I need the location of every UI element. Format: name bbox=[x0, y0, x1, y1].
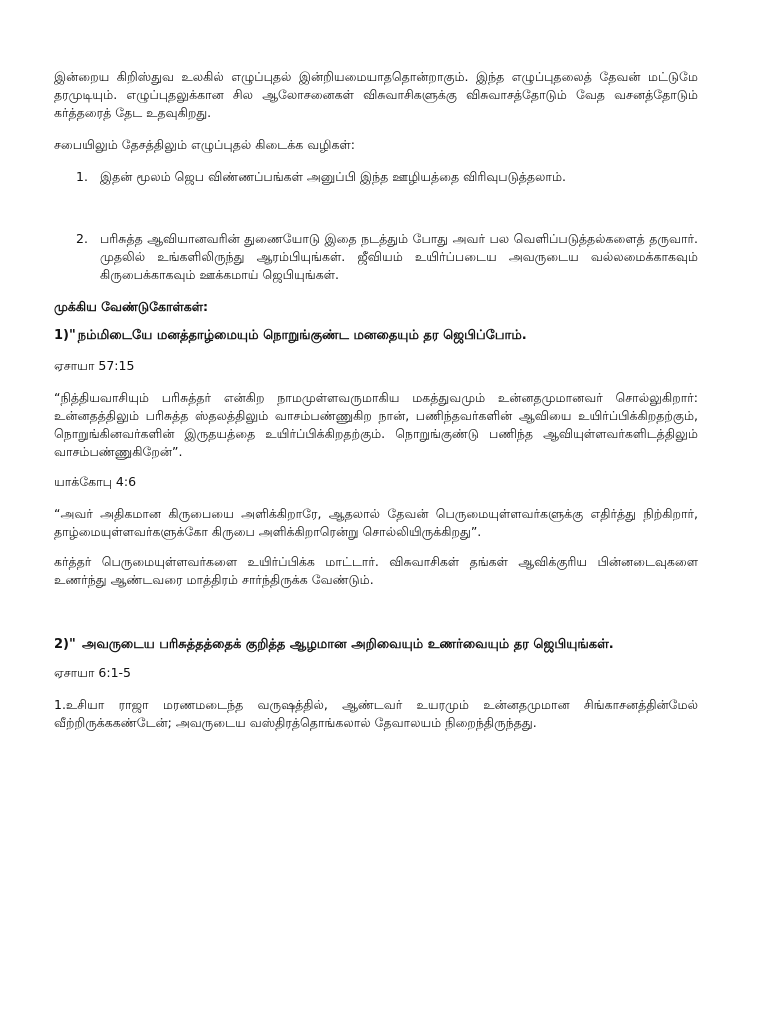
prayer-1-title bbox=[54, 326, 698, 345]
list-item-text: பரிசுத்த ஆவியானவரின் துணையோடு இதை நடத்தும் போது அவர் பல வெளிப்படுத்தல்களைத் தருவார். முதலில் உங்களிலிருந்து ஆரம்பியுங்கள். ஜீவியம் உயிர்ப்படைய அவருடைய வல்லமைக்காகவும் கிருபைக்காகவும் ஊக்கமாய் ஜெபியுங்கள். bbox=[100, 231, 698, 282]
list-item-text: இதன் மூலம் ஜெப விண்ணப்பங்கள் அனுப்பி இந்த ஊழியத்தை விரிவுபடுத்தலாம். bbox=[100, 169, 566, 184]
scripture-reference: ஏசாயா 57:15 bbox=[54, 358, 135, 373]
list-item-number: 2. bbox=[76, 231, 88, 246]
list-item bbox=[54, 168, 698, 186]
scripture-reference: யாக்கோபு 4:6 bbox=[54, 474, 137, 489]
list-item-number: 1. bbox=[76, 169, 88, 184]
requests-heading: முக்கிய வேண்டுகோள்கள்: bbox=[54, 299, 209, 314]
prayer-1-title-text: நம்மிடையே மனத்தாழ்மையும் நொறுங்குண்ட மனதையும் தர ஜெபிப்போம். bbox=[77, 328, 527, 343]
prayer-2-title bbox=[54, 635, 698, 654]
commentary-paragraph: கர்த்தர் பெருமையுள்ளவர்களை உயிர்ப்பிக்க மாட்டார். விசுவாசிகள் தங்கள் ஆவிக்குரிய பின்னடைவுகளை உணர்ந்து ஆண்டவரை மாத்திரம் சார்ந்திருக்க வேண்டும். bbox=[54, 554, 698, 587]
scripture-quote: “அவர் அதிகமான கிருபையை அளிக்கிறாரே, ஆதலால் தேவன் பெருமையுள்ளவர்களுக்கு எதிர்த்து நிற்கிறார், தாழ்மையுள்ளவர்களுக்கோ கிருபை அளிக்கிறாரென்று சொல்லியிருக்கிறது”. bbox=[54, 506, 698, 539]
scripture-reference: ஏசாயா 6:1-5 bbox=[54, 665, 131, 680]
list-item bbox=[54, 230, 698, 284]
intro-paragraph: இன்றைய கிறிஸ்துவ உலகில் எழுப்புதல் இன்றியமையாததொன்றாகும். இந்த எழுப்புதலைத் தேவன் மட்டுமே தரமுடியும். எழுப்புதலுக்கான சில ஆலோசனைகள் விசுவாசிகளுக்கு விசுவாசத்தோடும் வேத வசனத்தோடும் கர்த்தரைத் தேட உதவுகிறது. bbox=[54, 69, 698, 120]
scripture-verse: 1.உசியா ராஜா மரணமடைந்த வருஷத்தில், ஆண்டவர் உயரமும் உன்னதமுமான சிங்காசனத்தின்மேல் வீற்றிருக்ககண்டேன்; அவருடைய வஸ்திரத்தொங்கலால் தேவாலயம் நிறைந்திருந்தது. bbox=[54, 697, 698, 730]
document-page bbox=[54, 68, 698, 732]
prayer-2-number: 2)" bbox=[54, 637, 76, 652]
scripture-quote: “நித்தியவாசியும் பரிசுத்தர் என்கிற நாமமுள்ளவருமாகிய மகத்துவமும் உன்னதமுமானவர் சொல்லுகிறார்: உன்னதத்திலும் பரிசுத்த ஸ்தலத்திலும் வாசம்பண்ணுகிற நான், பணிந்தவர்களின் ஆவியை உயிர்ப்பிக்கிறதற்கும், நொறுங்கினவர்களின் இருதயத்தை உயிர்ப்பிக்கிறதற்கும். நொறுங்குண்டு பணிந்த ஆவியுள்ளவர்களிடத்திலும் வாசம்பண்ணுகிறேன்”. bbox=[54, 390, 698, 459]
ways-heading: சபையிலும் தேசத்திலும் எழுப்புதல் கிடைக்க வழிகள்: bbox=[54, 137, 355, 152]
prayer-1-number: 1)" bbox=[54, 328, 76, 343]
ways-list bbox=[54, 168, 698, 284]
prayer-2-title-text: அவருடைய பரிசுத்தத்தைக் குறித்த ஆழமான அறிவையும் உணர்வையும் தர ஜெபியுங்கள். bbox=[82, 637, 614, 652]
